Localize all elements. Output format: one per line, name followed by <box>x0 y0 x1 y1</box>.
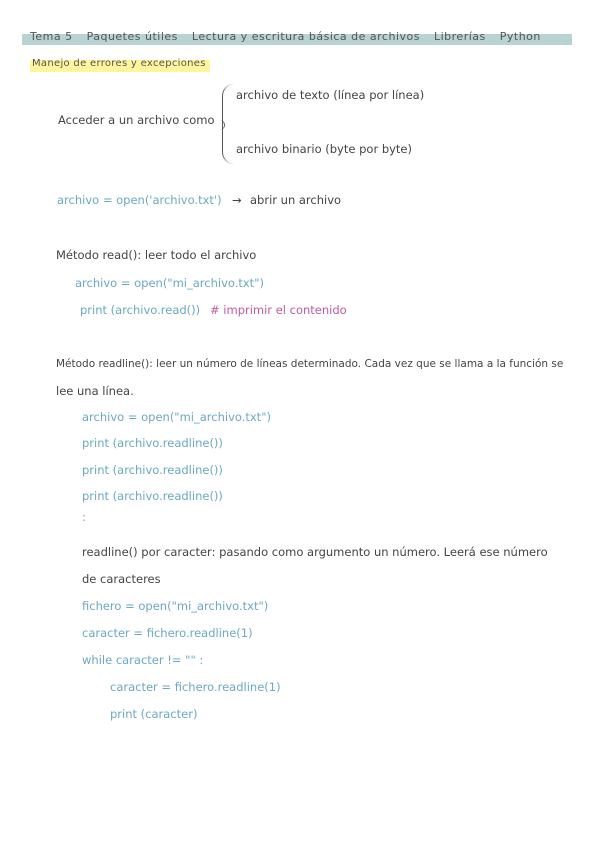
read-code-2: print (archivo.read()) <box>80 303 201 317</box>
section-title: Manejo de errores y excepciones <box>32 58 206 69</box>
readline-code-1: archivo = open("mi_archivo.txt") <box>82 410 271 424</box>
header-subtitle-1: Paquetes útiles <box>86 30 178 43</box>
page-header <box>30 30 575 43</box>
access-option-binary: archivo binario (byte por byte) <box>236 142 412 156</box>
readline-code-2: print (archivo.readline()) <box>82 436 223 450</box>
readline-code-3: print (archivo.readline()) <box>82 463 223 477</box>
readline-title-2: lee una línea. <box>56 384 134 398</box>
read-code-1: archivo = open("mi_archivo.txt") <box>75 276 264 290</box>
readline-chars-code-2: caracter = fichero.readline(1) <box>82 626 253 640</box>
readline-code-4: print (archivo.readline()) <box>82 489 223 503</box>
arrow-icon: → <box>232 193 242 207</box>
readline-title-1: Método readline(): leer un número de líneas determinado. Cada vez que se llama a la función se <box>56 358 564 370</box>
header-subtitle-3: Librerías <box>433 30 486 43</box>
access-option-text: archivo de texto (línea por línea) <box>236 88 425 102</box>
read-method-title: Método read(): leer todo el archivo <box>56 248 257 262</box>
access-intro: Acceder a un archivo como <box>58 113 215 127</box>
header-topic: Tema 5 <box>30 30 73 43</box>
readline-chars-desc-2: de caracteres <box>82 572 161 586</box>
readline-chars-desc-1: readline() por caracter: pasando como argumento un número. Leerá ese número <box>82 545 548 559</box>
readline-chars-code-1: fichero = open("mi_archivo.txt") <box>82 599 269 613</box>
header-subtitle-2: Lectura y escritura básica de archivos <box>191 30 420 43</box>
header-subtitle-4: Python <box>499 30 541 43</box>
readline-chars-code-5: print (caracter) <box>110 707 198 721</box>
readline-chars-code-4: caracter = fichero.readline(1) <box>110 680 281 694</box>
readline-code-5: : <box>82 510 86 524</box>
readline-chars-code-3: while caracter != "" : <box>82 653 204 667</box>
open-code: archivo = open('archivo.txt') <box>57 193 222 207</box>
read-comment: # imprimir el contenido <box>210 303 347 317</box>
open-note: abrir un archivo <box>250 193 342 207</box>
